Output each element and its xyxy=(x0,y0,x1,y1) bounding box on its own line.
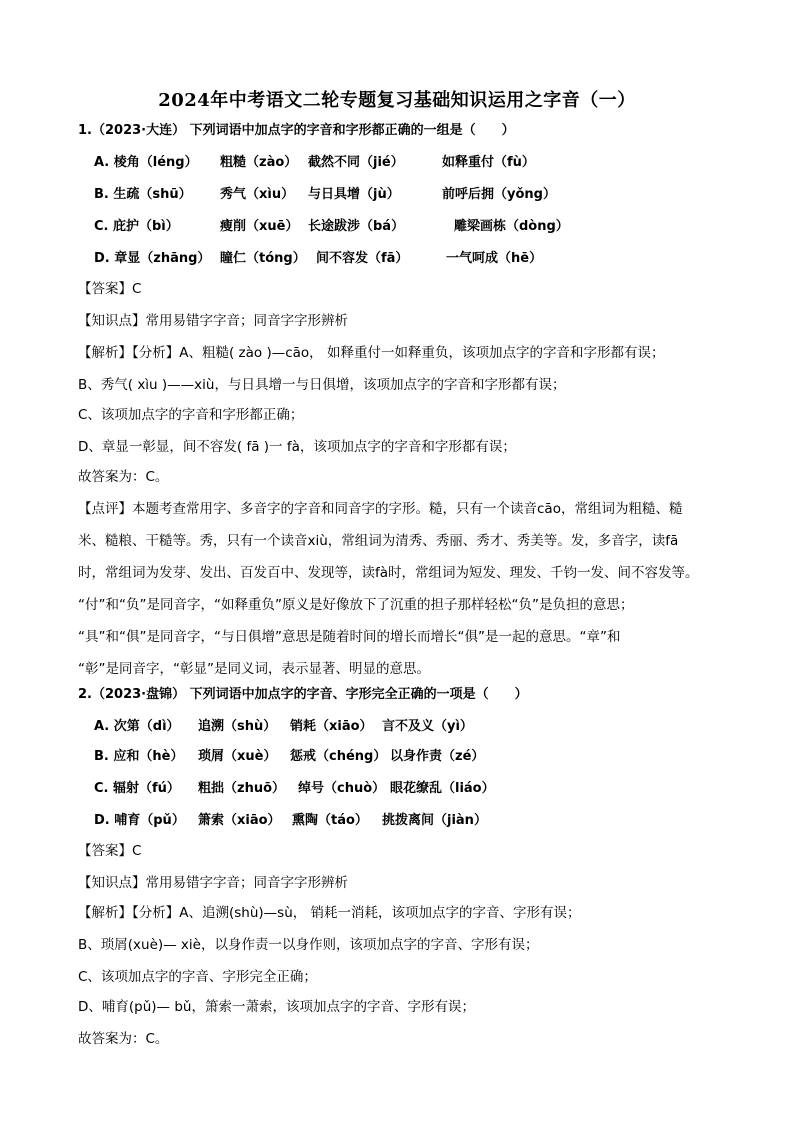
option-word: B. 应和（hè） xyxy=(94,749,184,764)
option-word: 箫索（xiāo） xyxy=(198,813,281,828)
option-word: 长途跋涉（bá） xyxy=(308,219,405,234)
option-word: 前呼后拥（yǒng） xyxy=(442,187,556,202)
option-word: 销耗（xiāo） xyxy=(290,719,373,734)
option-word: D. 哺育（pǔ） xyxy=(94,813,185,828)
question-1-comment-line: “彰”是同音字，“彰显”是同义词，表示显著、明显的意思。 xyxy=(78,661,430,677)
option-word: 瞳仁（tóng） xyxy=(220,251,306,266)
option-word: 秀气（xìu） xyxy=(220,187,295,202)
option-word: C. 庇护（bì） xyxy=(94,219,179,234)
option-word: 绰号（chuò） xyxy=(298,781,386,796)
option-word: 眼花缭乱（liáo） xyxy=(390,781,495,796)
option-word: C. 辐射（fú） xyxy=(94,781,180,796)
question-2-knowledge: 【知识点】常用易错字字音；同音字字形辨析 xyxy=(78,875,348,891)
option-word: 以身作责（zé） xyxy=(390,749,485,764)
question-2-analysis-line: C、该项加点字的字音、字形完全正确； xyxy=(78,969,317,985)
question-2-analysis-line: D、哺育(pǔ)— bǔ，箫索一萧索，该项加点字的字音、字形有误； xyxy=(78,999,475,1015)
question-1-knowledge: 【知识点】常用易错字字音；同音字字形辨析 xyxy=(78,313,348,329)
question-1-comment-line: 米、糙粮、干糙等。秀，只有一个读音xiù，常组词为清秀、秀丽、秀才、秀美等。发，多音字，读fā xyxy=(78,533,679,549)
question-1-analysis-line: C、该项加点字的字音和字形都正确； xyxy=(78,407,304,423)
question-1-stem: 1.（2023·大连） 下列词语中加点字的字音和字形都正确的一组是（ ） xyxy=(78,123,515,138)
question-1-analysis-line: B、秀气( xìu )——xiù，与日具增一与日俱增，该项加点字的字音和字形都有误； xyxy=(78,377,566,393)
option-word: 熏陶（táo） xyxy=(292,813,368,828)
option-word: 粗糙（zào） xyxy=(220,155,298,170)
option-word: 追溯（shù） xyxy=(198,719,277,734)
option-word: 截然不同（jié） xyxy=(308,155,404,170)
option-word: A. 棱角（léng） xyxy=(94,155,198,170)
option-word: B. 生疏（shū） xyxy=(94,187,192,202)
option-word: 言不及义（yì） xyxy=(382,719,473,734)
question-1-comment-line: “付”和“负”是同音字，“如释重负”原义是好像放下了沉重的担子那样轻松“负”是负担的意思； xyxy=(78,597,634,613)
option-word: 挑拨离间（jiàn） xyxy=(382,813,487,828)
page-title: 2024年中考语文二轮专题复习基础知识运用之字音（一） xyxy=(158,90,636,111)
option-word: 一气呵成（hē） xyxy=(446,251,543,266)
option-word: 瘦削（xuē） xyxy=(220,219,299,234)
option-word: 如释重付（fù） xyxy=(442,155,535,170)
option-word: 粗拙（zhuō） xyxy=(198,781,286,796)
question-1-analysis-line: 故答案为：C。 xyxy=(78,469,169,485)
option-word: 与日具增（jù） xyxy=(308,187,400,202)
question-1-analysis-line: D、章显一彰显，间不容发( fā )一 fà，该项加点字的字音和字形都有误； xyxy=(78,439,516,455)
question-1-answer: 【答案】C xyxy=(78,281,142,297)
question-2-analysis-line: B、琐屑(xuè)— xiè，以身作责一以身作则，该项加点字的字音、字形有误； xyxy=(78,937,539,953)
option-word: 间不容发（fā） xyxy=(316,251,409,266)
question-2-stem: 2.（2023·盘锦） 下列词语中加点字的字音、字形完全正确的一项是（ ） xyxy=(78,687,528,702)
question-1-comment-line: “具”和“俱”是同音字，“与日俱增”意思是随着时间的增长而增长“俱”是一起的意思。“章”和 xyxy=(78,629,621,645)
question-1-comment-line: 时，常组词为发芽、发出、百发百中、发现等，读fà时，常组词为短发、理发、千钧一发、间不容发等。 xyxy=(78,565,699,581)
question-2-analysis-line: 故答案为：C。 xyxy=(78,1031,169,1047)
option-word: 琐屑（xuè） xyxy=(198,749,277,764)
option-word: 惩戒（chéng） xyxy=(290,749,387,764)
question-1-comment-line: 【点评】本题考查常用字、多音字的字音和同音字的字形。糙，只有一个读音cāo，常组词为粗糙、糙 xyxy=(78,501,683,517)
option-word: A. 次第（dì） xyxy=(94,719,180,734)
option-word: D. 章显（zhāng） xyxy=(94,251,211,266)
option-word: 雕梁画栋（dòng） xyxy=(454,219,569,234)
question-2-analysis-line: 【解析】【分析】A、追溯(shù)—sù， 销耗一消耗，该项加点字的字音、字形有误； xyxy=(78,905,581,921)
question-2-answer: 【答案】C xyxy=(78,843,142,859)
question-1-analysis-line: 【解析】【分析】A、粗糙( zào )—cāo， 如释重付一如释重负，该项加点字的字音和字形都有误； xyxy=(78,345,665,361)
